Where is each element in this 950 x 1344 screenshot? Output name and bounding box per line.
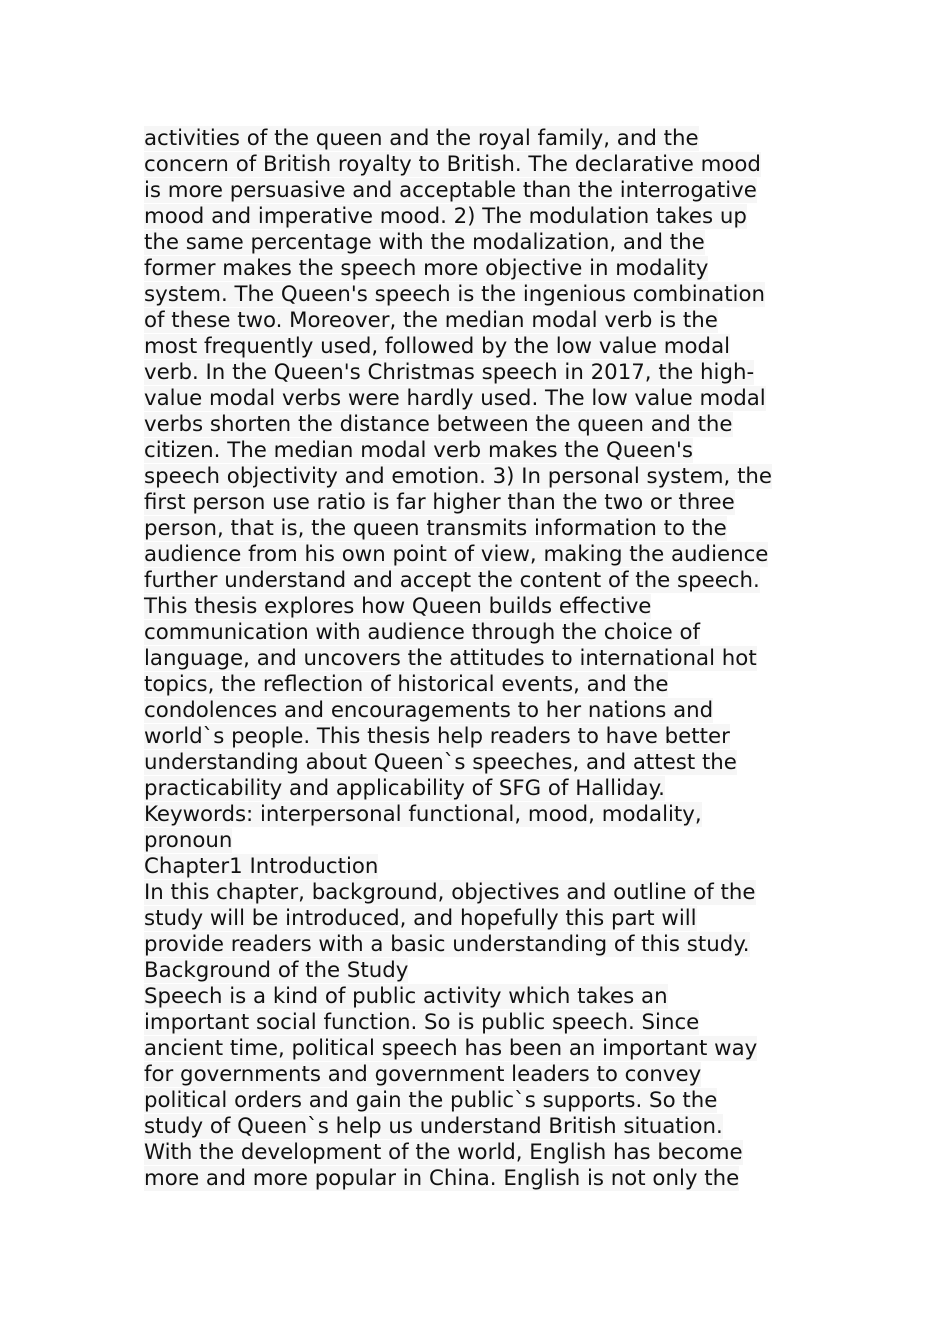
text-line: first person use ratio is far higher than the two or three — [144, 490, 735, 515]
text-line: condolences and encouragements to her nations and — [144, 698, 714, 723]
text-line: value modal verbs were hardly used. The low value modal — [144, 386, 766, 411]
text-line: for governments and government leaders to convey — [144, 1062, 702, 1087]
text-line: activities of the queen and the royal family, and the — [144, 126, 699, 151]
text-line: With the development of the world, English has become — [144, 1140, 743, 1165]
text-line: political orders and gain the public`s supports. So the — [144, 1088, 718, 1113]
keywords-line: pronoun — [144, 828, 233, 853]
text-line: Speech is a kind of public activity which takes an — [144, 984, 668, 1009]
text-line: of these two. Moreover, the median modal verb is the — [144, 308, 718, 333]
chapter-heading: Chapter1 Introduction — [144, 854, 379, 879]
text-line: further understand and accept the content of the speech. — [144, 568, 760, 593]
text-line: practicability and applicability of SFG of Halliday. — [144, 776, 665, 801]
text-line: audience from his own point of view, making the audience — [144, 542, 769, 567]
section-heading: Background of the Study — [144, 958, 409, 983]
text-line: concern of British royalty to British. The declarative mood — [144, 152, 761, 177]
text-line: person, that is, the queen transmits information to the — [144, 516, 727, 541]
text-line: important social function. So is public speech. Since — [144, 1010, 700, 1035]
text-line: verbs shorten the distance between the queen and the — [144, 412, 733, 437]
text-line: is more persuasive and acceptable than the interrogative — [144, 178, 757, 203]
text-line: study of Queen`s help us understand British situation. — [144, 1114, 723, 1139]
text-line: verb. In the Queen's Christmas speech in 2017, the high- — [144, 360, 755, 385]
text-line: In this chapter, background, objectives and outline of the — [144, 880, 756, 905]
text-line: This thesis explores how Queen builds effective — [144, 594, 652, 619]
text-line: topics, the reflection of historical events, and the — [144, 672, 669, 697]
text-line: provide readers with a basic understanding of this study. — [144, 932, 750, 957]
text-line: ancient time, political speech has been an important way — [144, 1036, 758, 1061]
document-body — [144, 126, 824, 1192]
text-line: most frequently used, followed by the low value modal — [144, 334, 731, 359]
text-line: more and more popular in China. English is not only the — [144, 1166, 740, 1191]
text-line: citizen. The median modal verb makes the Queen's — [144, 438, 693, 463]
text-line: speech objectivity and emotion. 3) In personal system, the — [144, 464, 773, 489]
text-line: communication with audience through the choice of — [144, 620, 701, 645]
text-line: study will be introduced, and hopefully this part will — [144, 906, 697, 931]
text-line: mood and imperative mood. 2) The modulation takes up — [144, 204, 747, 229]
text-line: the same percentage with the modalization, and the — [144, 230, 705, 255]
text-line: understanding about Queen`s speeches, and attest the — [144, 750, 737, 775]
text-line: system. The Queen's speech is the ingenious combination — [144, 282, 765, 307]
keywords-line: Keywords: interpersonal functional, mood, modality, — [144, 802, 702, 827]
text-line: language, and uncovers the attitudes to international hot — [144, 646, 757, 671]
text-line: former makes the speech more objective in modality — [144, 256, 709, 281]
text-line: world`s people. This thesis help readers to have better — [144, 724, 730, 749]
